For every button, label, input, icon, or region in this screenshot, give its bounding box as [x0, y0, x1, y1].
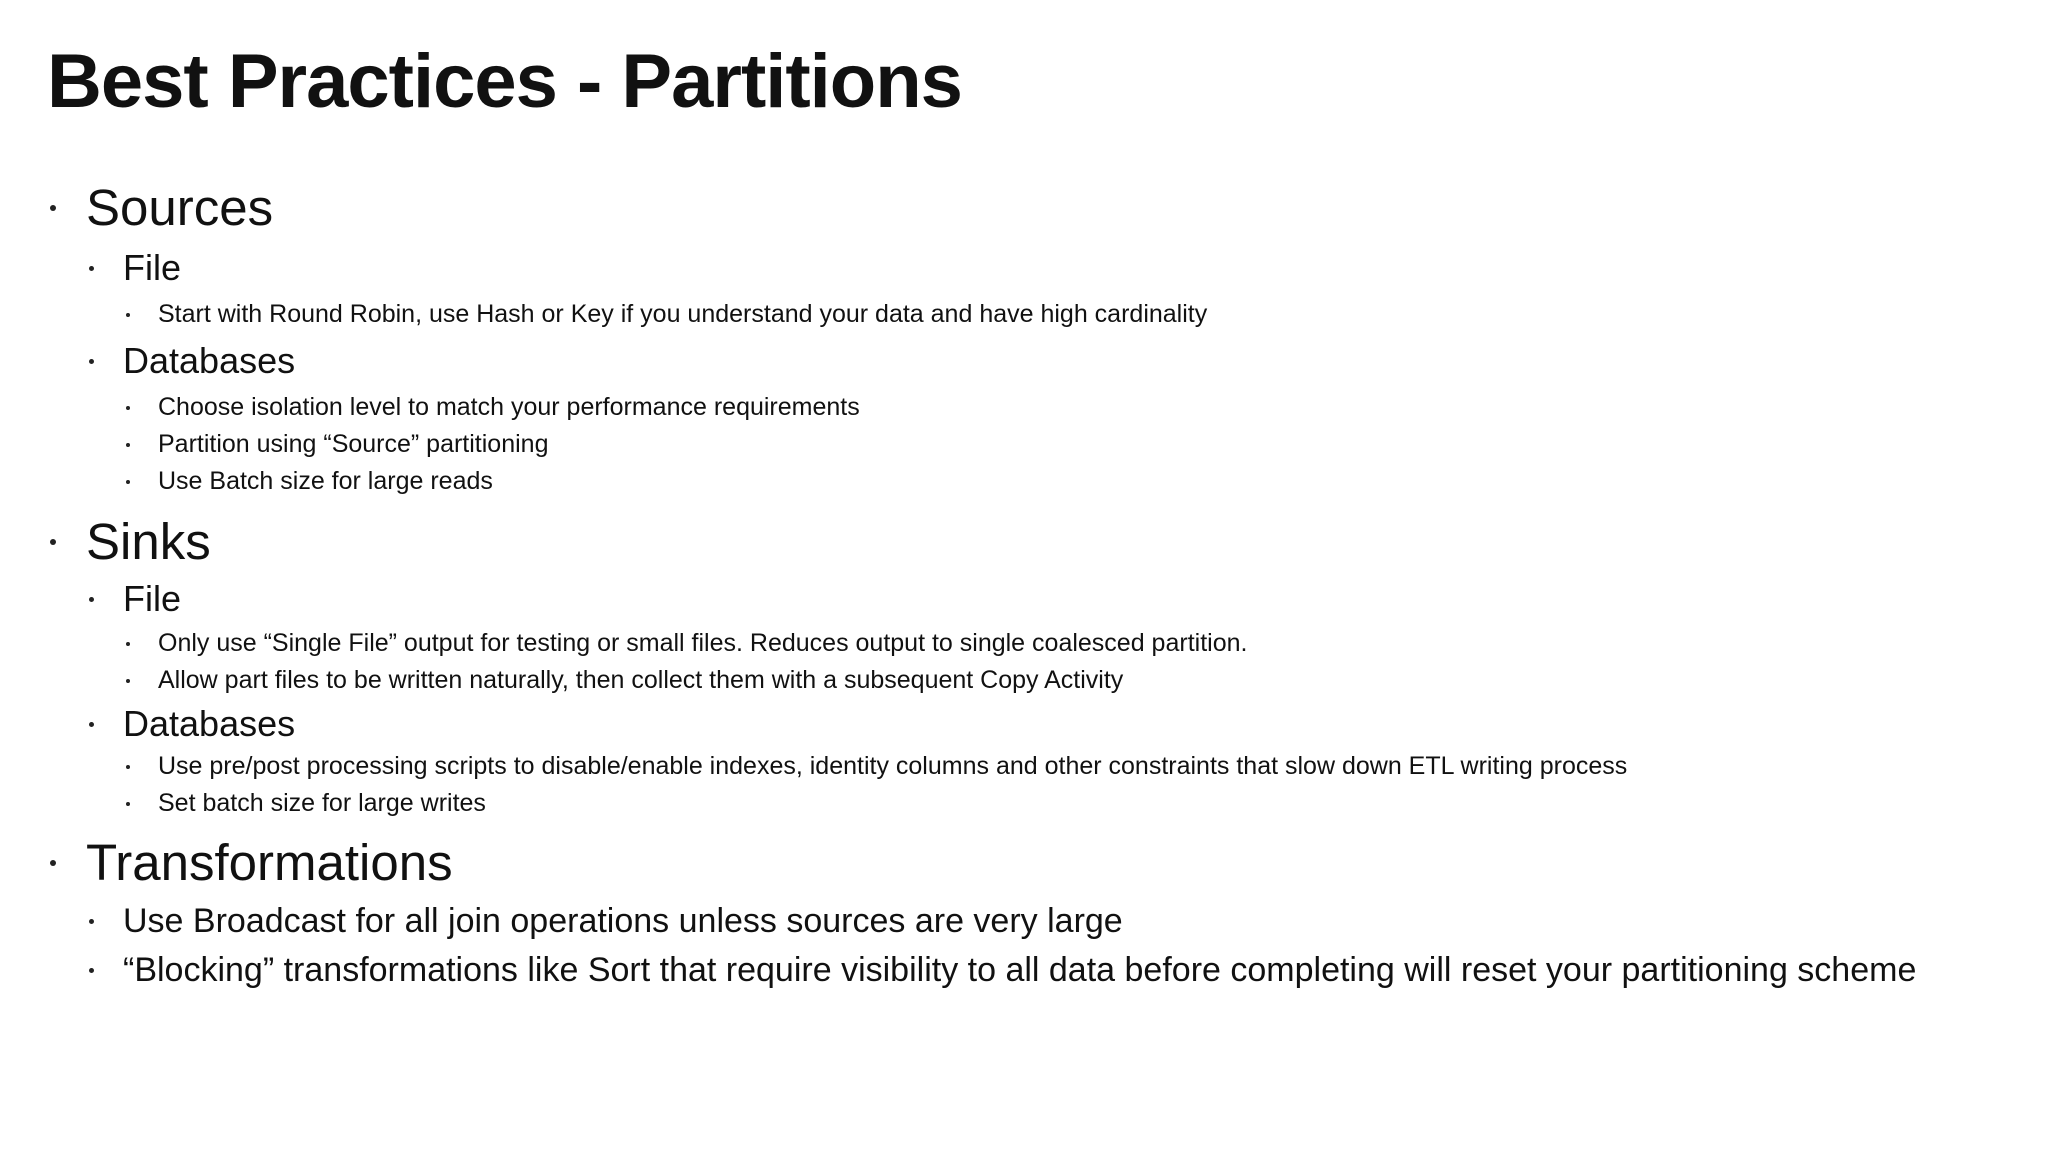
- bullet-sinks: [50, 512, 211, 571]
- bullet-dot: [126, 313, 130, 317]
- bullet-text: Sinks: [86, 513, 211, 570]
- bullet-sinks-databases: [89, 703, 295, 745]
- bullet-text: Partition using “Source” partitioning: [158, 430, 549, 458]
- bullet-text: Allow part files to be written naturally, then collect them with a subsequent Copy Activity: [158, 666, 1124, 694]
- bullet-item: [126, 666, 1123, 695]
- bullet-text: Choose isolation level to match your performance requirements: [158, 393, 860, 421]
- bullet-dot: [89, 266, 94, 271]
- bullet-item: [89, 951, 1916, 990]
- bullet-text: File: [123, 578, 182, 619]
- bullet-transformations: [50, 833, 453, 892]
- bullet-item: [126, 629, 1247, 658]
- slide-title: Best Practices - Partitions: [47, 39, 962, 124]
- bullet-text: Use Batch size for large reads: [158, 467, 493, 495]
- bullet-sources: [50, 178, 273, 237]
- bullet-text: Set batch size for large writes: [158, 789, 486, 817]
- bullet-dot: [126, 406, 130, 410]
- bullet-dot: [126, 480, 130, 484]
- bullet-dot: [126, 765, 130, 769]
- bullet-dot: [89, 597, 94, 602]
- bullet-item: [126, 752, 1627, 781]
- bullet-item: [89, 902, 1123, 941]
- bullet-dot: [126, 443, 130, 447]
- bullet-dot: [126, 642, 130, 646]
- bullet-text: Transformations: [86, 834, 453, 891]
- bullet-item: [126, 300, 1207, 329]
- bullet-item: [126, 467, 493, 496]
- bullet-dot: [89, 359, 94, 364]
- bullet-text: Use pre/post processing scripts to disable/enable indexes, identity columns and other constraints that slow down ETL writing process: [158, 752, 1628, 780]
- bullet-sinks-file: [89, 578, 181, 620]
- bullet-dot: [89, 919, 94, 924]
- bullet-text: Sources: [86, 179, 274, 236]
- bullet-dot: [126, 802, 130, 806]
- bullet-text: Databases: [123, 703, 296, 744]
- bullet-text: Use Broadcast for all join operations unless sources are very large: [123, 902, 1123, 940]
- bullet-sources-file: [89, 247, 181, 289]
- bullet-item: [126, 789, 486, 818]
- bullet-item: [126, 393, 860, 422]
- bullet-text: Start with Round Robin, use Hash or Key if you understand your data and have high cardinality: [158, 300, 1208, 328]
- bullet-dot: [89, 968, 94, 973]
- bullet-text: File: [123, 247, 182, 288]
- bullet-text: Only use “Single File” output for testing or small files. Reduces output to single coalesced partition.: [158, 629, 1248, 657]
- bullet-dot: [50, 205, 56, 211]
- bullet-text: “Blocking” transformations like Sort that require visibility to all data before completing will reset your partitioning scheme: [123, 951, 1917, 989]
- bullet-dot: [89, 722, 94, 727]
- bullet-dot: [50, 860, 56, 866]
- bullet-item: [126, 430, 548, 459]
- bullet-dot: [126, 679, 130, 683]
- bullet-dot: [50, 539, 56, 545]
- bullet-text: Databases: [123, 340, 296, 381]
- bullet-sources-databases: [89, 340, 295, 382]
